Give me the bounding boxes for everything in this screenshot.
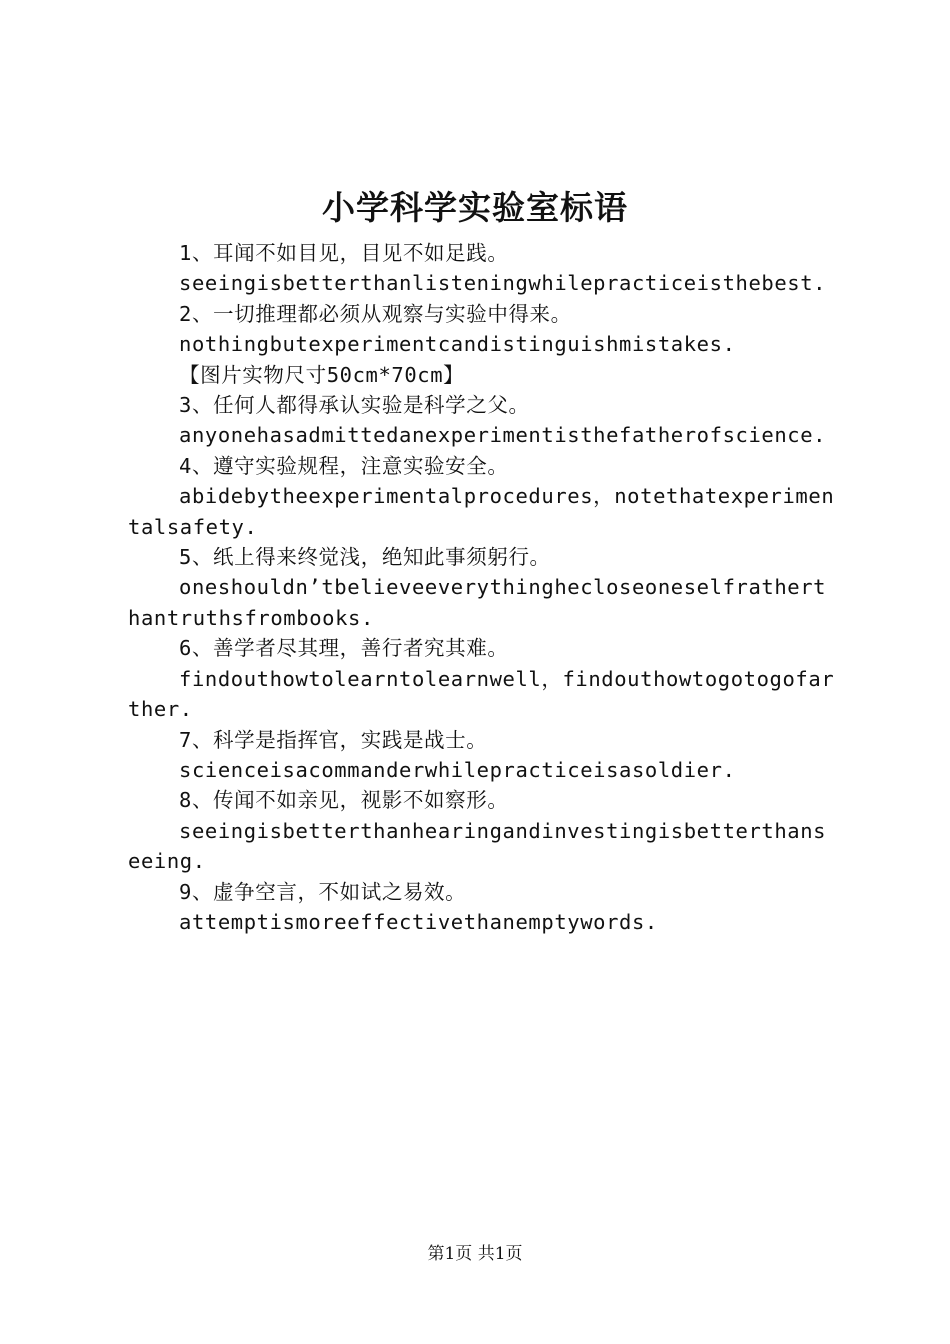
paragraph-3-en: anyonehasadmittedanexperimentisthefatherofscience.: [179, 423, 827, 448]
paragraph-9-cn: 9、虚争空言，不如试之易效。: [179, 879, 467, 904]
paragraph-2-cn: 2、一切推理都必须从观察与实验中得来。: [179, 301, 572, 326]
paragraph-8-cn: 8、传闻不如亲见，视影不如察形。: [179, 788, 509, 813]
paragraph-7-en: scienceisacommanderwhilepracticeisasoldier.: [179, 757, 736, 782]
paragraph-5-cn: 5、纸上得来终觉浅，绝知此事须躬行。: [179, 545, 551, 570]
paragraph-2-en: nothingbutexperimentcandistinguishmistakes.: [179, 332, 736, 357]
page-footer: 第1页 共1页: [427, 1244, 523, 1264]
paragraph-4-en: abidebytheexperimentalprocedures，notethatexperimentalsafety.: [128, 484, 835, 539]
paragraph-9-en: attemptismoreeffectivethanemptywords.: [179, 909, 658, 934]
image-size-note: 【图片实物尺寸50cm*70cm】: [179, 362, 465, 387]
paragraph-6-cn: 6、善学者尽其理，善行者究其难。: [179, 636, 509, 661]
paragraph-3-cn: 3、任何人都得承认实验是科学之父。: [179, 393, 530, 418]
paragraph-8-en: seeingisbetterthanhearingandinvestingisbetterthanseeing.: [128, 818, 827, 874]
paragraph-6-en: findouthowtolearntolearnwell，findouthowtogotogofarther.: [128, 666, 835, 722]
paragraph-7-cn: 7、科学是指挥官，实践是战士。: [179, 727, 488, 752]
paragraph-5-en: oneshouldn’tbelieveeverythinghecloseoneselfratherthantruthsfrombooks.: [128, 575, 827, 630]
paragraph-4-cn: 4、遵守实验规程，注意实验安全。: [179, 453, 509, 478]
paragraph-1-en: seeingisbetterthanlisteningwhilepracticeisthebest.: [179, 271, 827, 296]
document-body: [128, 238, 836, 937]
document-title: 小学科学实验室标语: [322, 188, 628, 227]
paragraph-1-cn: 1、耳闻不如目见，目见不如足践。: [179, 241, 509, 265]
